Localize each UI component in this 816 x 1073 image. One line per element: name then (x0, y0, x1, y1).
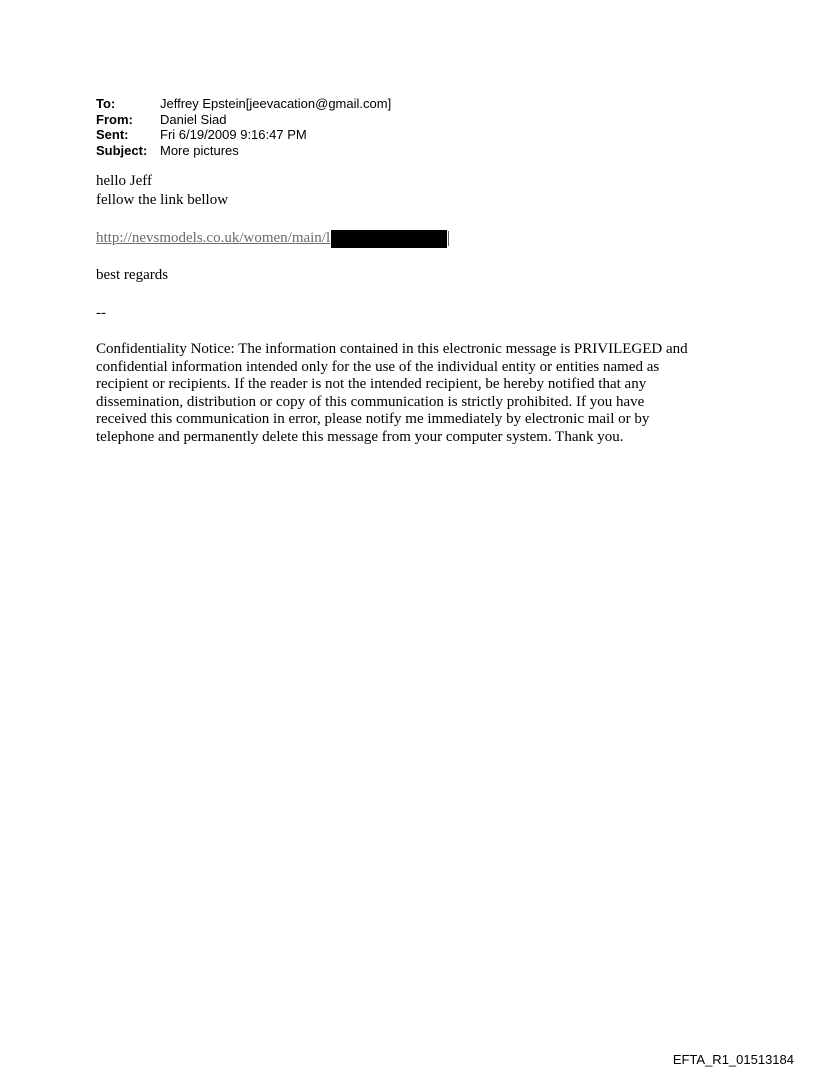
greeting-line-1: hello Jeff (96, 173, 152, 189)
header-to-row (96, 96, 391, 112)
redaction-box (331, 230, 447, 248)
to-label: To: (96, 96, 116, 111)
subject-label: Subject: (96, 142, 148, 158)
greeting-line-2: fellow the link bellow (96, 192, 229, 208)
subject-value: More pictures (160, 142, 239, 158)
greeting-block (96, 172, 228, 210)
notice-line: dissemination, distribution or copy of this communication is strictly prohibited. If you have (96, 393, 645, 410)
link-row (96, 229, 451, 248)
from-value: Daniel Siad (160, 111, 227, 127)
to-value: Jeffrey Epstein[jeevacation@gmail.com] (160, 96, 392, 111)
header-subject-row (96, 143, 391, 159)
notice-line: recipient or recipients. If the reader is not the intended recipient, be hereby notified that any (96, 376, 647, 392)
model-link[interactable]: http://nevsmodels.co.uk/women/main/l (96, 230, 331, 246)
notice-line: confidential information intended only for the use of the individual entity or entities named as (96, 358, 660, 375)
signature-separator: -- (96, 305, 106, 321)
header-sent-row (96, 127, 391, 143)
sent-label: Sent: (96, 127, 129, 142)
from-label: From: (96, 111, 133, 127)
redaction-edge (448, 231, 451, 246)
header-from-row (96, 112, 391, 128)
notice-line: Confidentiality Notice: The information contained in this electronic message is PRIVILEGED and (96, 341, 688, 357)
notice-line: received this communication in error, please notify me immediately by electronic mail or by (96, 411, 650, 427)
document-id: EFTA_R1_01513184 (672, 1052, 794, 1067)
confidentiality-notice (96, 341, 736, 446)
email-header-block (96, 96, 391, 158)
sent-value: Fri 6/19/2009 9:16:47 PM (160, 127, 307, 142)
regards-line: best regards (96, 267, 169, 283)
notice-line: telephone and permanently delete this message from your computer system. Thank you. (96, 428, 624, 445)
